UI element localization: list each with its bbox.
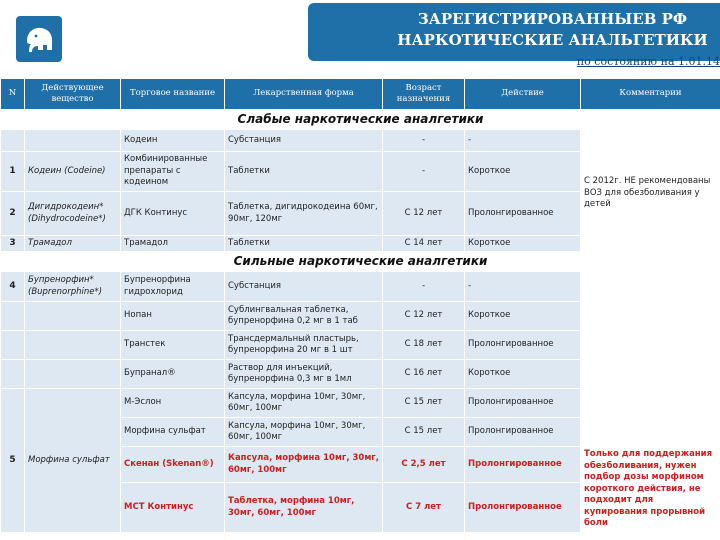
elephant-logo-icon <box>16 16 62 62</box>
cell-action: Короткое <box>465 152 581 192</box>
cell-trade: Бупранал® <box>121 360 225 389</box>
column-header-num: N <box>1 79 25 110</box>
cell-action: - <box>465 272 581 302</box>
cell-num: 5 <box>1 389 25 533</box>
cell-trade: Нопан <box>121 302 225 331</box>
column-header-comments: Комментарии <box>581 79 720 110</box>
cell-trade: Кодеин <box>121 130 225 152</box>
cell-age: С 18 лет <box>383 331 465 360</box>
cell-form: Таблетки <box>225 152 383 192</box>
cell-comment <box>581 236 720 252</box>
cell-form: Субстанция <box>225 272 383 302</box>
cell-trade: М-Эслон <box>121 389 225 418</box>
cell-age: - <box>383 152 465 192</box>
cell-trade: ДГК Континус <box>121 192 225 236</box>
cell-action: Пролонгированное <box>465 418 581 447</box>
table-header-row <box>1 79 720 110</box>
cell-trade: Бупренорфина гидрохлорид <box>121 272 225 302</box>
cell-substance: Кодеин (Codeine) <box>25 152 121 192</box>
cell-num <box>1 360 25 389</box>
cell-num: 2 <box>1 192 25 236</box>
date-note: по состоянию на 1.01.14 <box>576 55 720 68</box>
cell-num: 1 <box>1 152 25 192</box>
cell-num <box>1 331 25 360</box>
cell-substance: Бупренорфин* (Buprenorphine*) <box>25 272 121 302</box>
cell-form: Таблетка, морфина 10мг, 30мг, 60мг, 100мг <box>225 483 383 533</box>
cell-substance <box>25 302 121 331</box>
cell-action: Короткое <box>465 302 581 331</box>
cell-age: С 2,5 лет <box>383 447 465 483</box>
cell-age: С 12 лет <box>383 192 465 236</box>
cell-form: Трансдермальный пластырь, бупренорфина 20 мг в 1 шт <box>225 331 383 360</box>
column-header-form: Лекарственная форма <box>225 79 383 110</box>
cell-trade: МСТ Континус <box>121 483 225 533</box>
section-strong-title: Сильные наркотические аналгетики <box>1 252 720 272</box>
cell-num: 4 <box>1 272 25 302</box>
cell-age: С 16 лет <box>383 360 465 389</box>
cell-action: Пролонгированное <box>465 331 581 360</box>
table-row <box>1 152 720 192</box>
cell-trade: Комбинированные препараты с кодеином <box>121 152 225 192</box>
cell-age: - <box>383 272 465 302</box>
cell-age: С 7 лет <box>383 483 465 533</box>
column-header-substance: Действующее вещество <box>25 79 121 110</box>
table-row <box>1 236 720 252</box>
cell-action: - <box>465 130 581 152</box>
cell-action: Пролонгированное <box>465 483 581 533</box>
column-header-action: Действие <box>465 79 581 110</box>
column-header-age: Возраст назначения <box>383 79 465 110</box>
analgesics-table <box>0 78 720 533</box>
cell-form: Субстанция <box>225 130 383 152</box>
cell-num <box>1 302 25 331</box>
cell-trade: Трамадол <box>121 236 225 252</box>
cell-form: Раствор для инъекций, бупренорфина 0,3 мг в 1мл <box>225 360 383 389</box>
page-title-line2: НАРКОТИЧЕСКИЕ АНАЛЬГЕТИКИ <box>397 31 708 49</box>
cell-trade: Морфина сульфат <box>121 418 225 447</box>
cell-comment-weak: С 2012г. НЕ рекомендованы ВОЗ для обезболивания у детей <box>581 152 720 236</box>
cell-comment-morphine: Только для поддержания обезболивания, нужен подбор дозы морфином короткого действия, не подходит для купирования прорывной боли <box>581 447 720 533</box>
cell-comment <box>581 331 720 360</box>
cell-action: Пролонгированное <box>465 389 581 418</box>
cell-comment <box>581 130 720 152</box>
cell-action: Короткое <box>465 360 581 389</box>
table-row <box>1 331 720 360</box>
table-row <box>1 360 720 389</box>
section-weak-row <box>1 110 720 130</box>
cell-age: С 12 лет <box>383 302 465 331</box>
cell-age: С 15 лет <box>383 418 465 447</box>
table-row <box>1 272 720 302</box>
table-row <box>1 389 720 418</box>
table-row <box>1 302 720 331</box>
cell-num: 3 <box>1 236 25 252</box>
cell-form: Капсула, морфина 10мг, 30мг, 60мг, 100мг <box>225 418 383 447</box>
cell-age: С 15 лет <box>383 389 465 418</box>
cell-comment <box>581 418 720 447</box>
cell-substance: Морфина сульфат <box>25 389 121 533</box>
cell-substance: Трамадол <box>25 236 121 252</box>
cell-comment <box>581 389 720 418</box>
cell-trade: Скенан (Skenan®) <box>121 447 225 483</box>
table-row <box>1 130 720 152</box>
cell-substance: Дигидрокодеин* (Dihydrocodeine*) <box>25 192 121 236</box>
cell-action: Короткое <box>465 236 581 252</box>
cell-trade: Транстек <box>121 331 225 360</box>
cell-form: Капсула, морфина 10мг, 30мг, 60мг, 100мг <box>225 447 383 483</box>
page-title-line1: ЗАРЕГИСТРИРОВАННЫЕВ РФ <box>417 10 688 28</box>
cell-age: С 14 лет <box>383 236 465 252</box>
cell-form: Таблетки <box>225 236 383 252</box>
cell-substance <box>25 331 121 360</box>
cell-comment <box>581 360 720 389</box>
column-header-trade: Торговое название <box>121 79 225 110</box>
cell-num <box>1 130 25 152</box>
cell-action: Пролонгированное <box>465 192 581 236</box>
cell-substance <box>25 360 121 389</box>
cell-form: Сублингвальная таблетка, бупренорфина 0,2 мг в 1 таб <box>225 302 383 331</box>
cell-form: Таблетка, дигидрокодеина 60мг, 90мг, 120мг <box>225 192 383 236</box>
cell-form: Капсула, морфина 10мг, 30мг, 60мг, 100мг <box>225 389 383 418</box>
cell-comment <box>581 272 720 302</box>
cell-action: Пролонгированное <box>465 447 581 483</box>
cell-substance <box>25 130 121 152</box>
cell-comment <box>581 302 720 331</box>
section-weak-title: Слабые наркотические аналгетики <box>1 110 720 130</box>
cell-age: - <box>383 130 465 152</box>
section-strong-row <box>1 252 720 272</box>
